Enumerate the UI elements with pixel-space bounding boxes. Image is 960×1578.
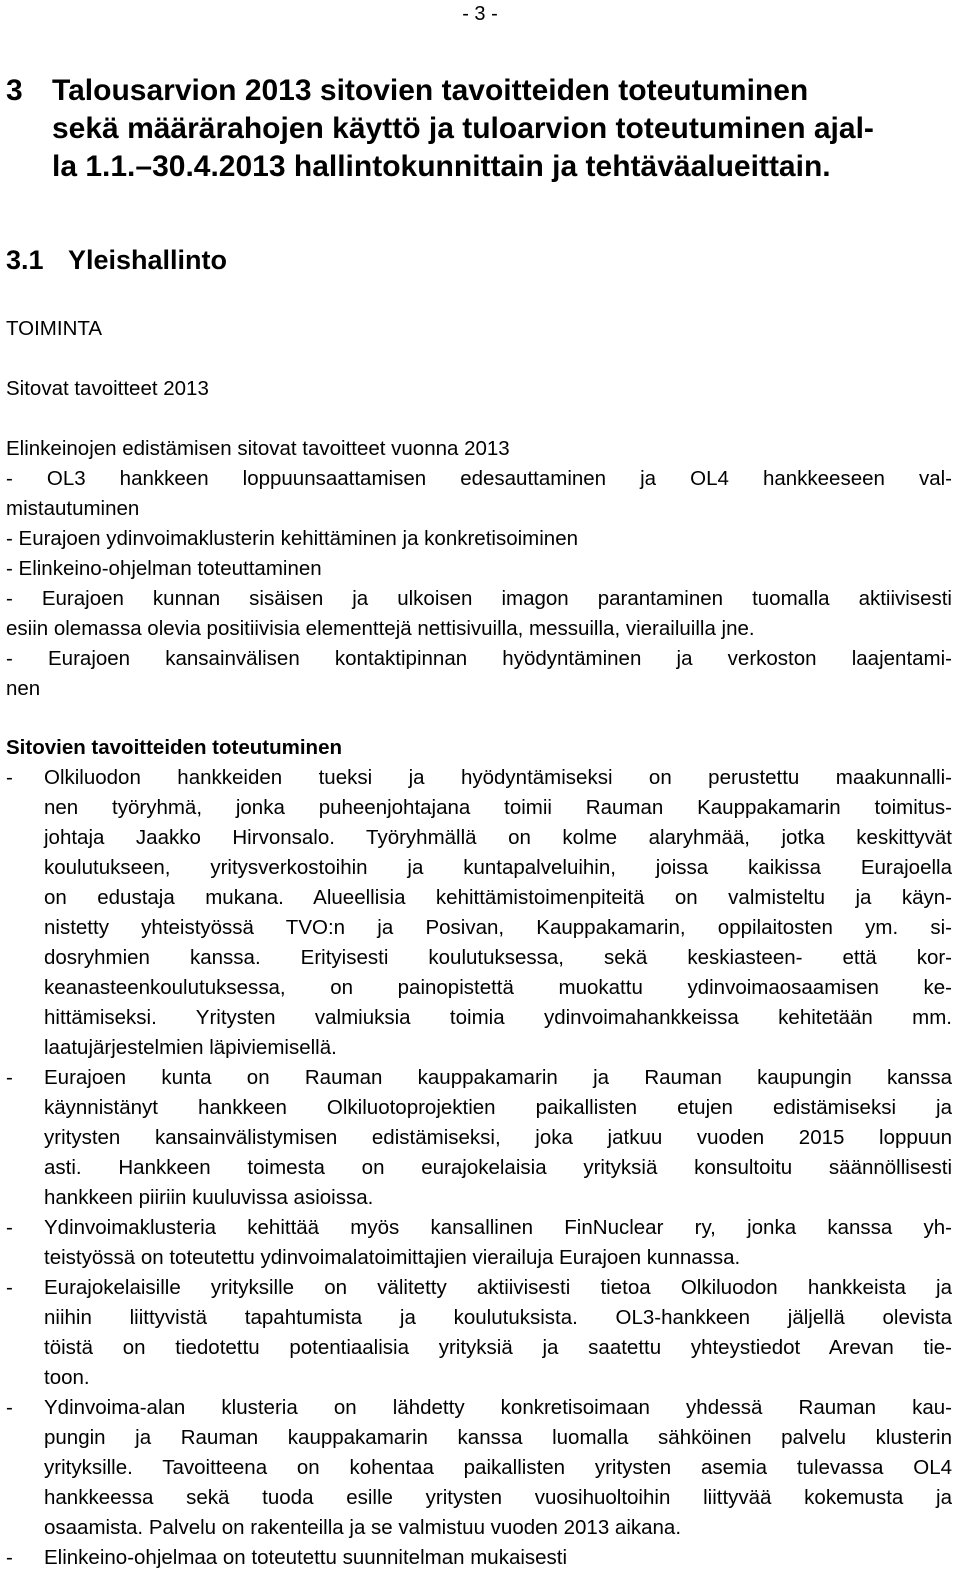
list-item (6, 1273, 952, 1393)
paragraph-line: yrityksille. Tavoitteena on kohentaa paikallisten yritysten asemia tulevassa OL4 (44, 1456, 952, 1479)
paragraph-line: keanasteenkoulutuksessa, on painopistettä muokattu ydinvoimaosaamisen ke- (44, 976, 952, 999)
paragraph-line: nistetty yhteistyössä TVO:n ja Posivan, Kauppakamarin, oppilaitosten ym. si- (44, 916, 952, 939)
chapter-title-line: Talousarvion 2013 sitovien tavoitteiden toteutuminen (52, 74, 809, 107)
section-heading (6, 243, 227, 277)
paragraph-line: johtaja Jaakko Hirvonsalo. Työryhmällä on kolme alaryhmää, jotka keskittyvät (44, 826, 952, 849)
paragraph-line: Eurajokelaisille yrityksille on välitetty aktiivisesti tietoa Olkiluodon hankkeista ja (44, 1276, 952, 1299)
paragraph-line: asti. Hankkeen toimesta on eurajokelaisia yrityksiä konsultoitu säännöllisesti (44, 1156, 952, 1179)
chapter-heading-line-1 (6, 72, 936, 110)
sitovat-tavoitteet-label: Sitovat tavoitteet 2013 (6, 377, 209, 400)
paragraph-line: pungin ja Rauman kauppakamarin kanssa luomalla sähköinen palvelu klusterin (44, 1426, 952, 1449)
goals-block (6, 434, 952, 704)
bullet-dash: - (6, 1216, 13, 1239)
chapter-number: 3 (6, 74, 23, 107)
paragraph-line: töistä on tiedotettu potentiaalisia yrityksiä ja saatettu yhteystiedot Arevan tie- (44, 1336, 952, 1359)
paragraph-line: osaamista. Palvelu on rakenteilla ja se valmistuu vuoden 2013 aikana. (44, 1516, 682, 1539)
paragraph-line: hankkeen piiriin kuuluvissa asioissa. (44, 1186, 374, 1209)
goal-line: - Eurajoen kunnan sisäisen ja ulkoisen imagon parantaminen tuomalla aktiivisesti (6, 587, 952, 610)
goals-title: Elinkeinojen edistämisen sitovat tavoitteet vuonna 2013 (6, 437, 510, 460)
sitovat-tavoitteet-block (6, 374, 952, 404)
goal-line: - Eurajoen ydinvoimaklusterin kehittäminen ja konkretisoiminen (6, 527, 578, 550)
chapter-title-line: sekä määrärahojen käyttö ja tuloarvion toteutuminen ajal- (52, 112, 874, 145)
goal-line: - OL3 hankkeen loppuunsaattamisen edesauttaminen ja OL4 hankkeeseen val- (6, 467, 952, 490)
bullet-dash: - (6, 1066, 13, 1089)
toiminta-label: TOIMINTA (6, 317, 103, 340)
bullet-dash: - (6, 1546, 13, 1569)
list-item (6, 763, 952, 1063)
paragraph-line: Olkiluodon hankkeiden tueksi ja hyödyntämiseksi on perustettu maakunnalli- (44, 766, 952, 789)
paragraph-line: Elinkeino-ohjelmaa on toteutettu suunnitelman mukaisesti (44, 1546, 568, 1569)
bullet-dash: - (6, 1396, 13, 1419)
toiminta-label-block (6, 314, 952, 344)
section-title: Yleishallinto (68, 245, 228, 275)
realization-title: Sitovien tavoitteiden toteutuminen (6, 736, 342, 759)
bullet-dash: - (6, 766, 13, 789)
section-number: 3.1 (6, 245, 44, 275)
paragraph-line: yritysten kansainvälistymisen edistämiseksi, joka jatkuu vuoden 2015 loppuun (44, 1126, 952, 1149)
chapter-title-line: la 1.1.–30.4.2013 hallintokunnittain ja tehtäväalueittain. (52, 150, 831, 183)
list-item (6, 1393, 952, 1543)
paragraph-line: hankkeessa sekä tuoda esille yritysten vuosihuoltoihin liittyvää kokemusta ja (44, 1486, 952, 1509)
list-item (6, 1063, 952, 1213)
paragraph-line: käynnistänyt hankkeen Olkiluotoprojektien paikallisten etujen edistämiseksi ja (44, 1096, 952, 1119)
list-item (6, 1213, 952, 1273)
bullet-dash: - (6, 1276, 13, 1299)
paragraph-line: teistyössä on toteutettu ydinvoimalatoimittajien vierailuja Eurajoen kunnassa. (44, 1246, 741, 1269)
paragraph-line: Eurajoen kunta on Rauman kauppakamarin ja Rauman kaupungin kanssa (44, 1066, 952, 1089)
goal-line: esiin olemassa olevia positiivisia elementtejä nettisivuilla, messuilla, vierailuilla jne. (6, 617, 755, 640)
realization-section (6, 733, 952, 1573)
paragraph-line: dosryhmien kanssa. Erityisesti koulutuksessa, sekä keskiasteen- että kor- (44, 946, 952, 969)
paragraph-line: nen työryhmä, jonka puheenjohtajana toimii Rauman Kauppakamarin toimitus- (44, 796, 952, 819)
goal-line: - Eurajoen kansainvälisen kontaktipinnan hyödyntäminen ja verkoston laajentami- (6, 647, 952, 670)
goal-line: nen (6, 677, 41, 700)
list-item (6, 1543, 952, 1573)
paragraph-line: on edustaja mukana. Alueellisia kehittämistoimenpiteitä on valmisteltu ja käyn- (44, 886, 952, 909)
paragraph-line: Ydinvoima-alan klusteria on lähdetty konkretisoimaan yhdessä Rauman kau- (44, 1396, 952, 1419)
goal-line: - Elinkeino-ohjelman toteuttaminen (6, 557, 322, 580)
paragraph-line: hittämiseksi. Yritysten valmiuksia toimia ydinvoimahankkeissa kehitetään mm. (44, 1006, 952, 1029)
paragraph-line: koulutukseen, yritysverkostoihin ja kuntapalveluihin, joissa kaikissa Eurajoella (44, 856, 952, 879)
chapter-heading (6, 72, 936, 186)
goal-line: mistautuminen (6, 497, 140, 520)
paragraph-line: toon. (44, 1366, 90, 1389)
page-number: - 3 - (462, 3, 498, 25)
paragraph-line: laatujärjestelmien läpiviemisellä. (44, 1036, 337, 1059)
paragraph-line: niihin liittyvistä tapahtumista ja koulutuksista. OL3-hankkeen jäljellä olevista (44, 1306, 952, 1329)
paragraph-line: Ydinvoimaklusteria kehittää myös kansallinen FinNuclear ry, jonka kanssa yh- (44, 1216, 952, 1239)
